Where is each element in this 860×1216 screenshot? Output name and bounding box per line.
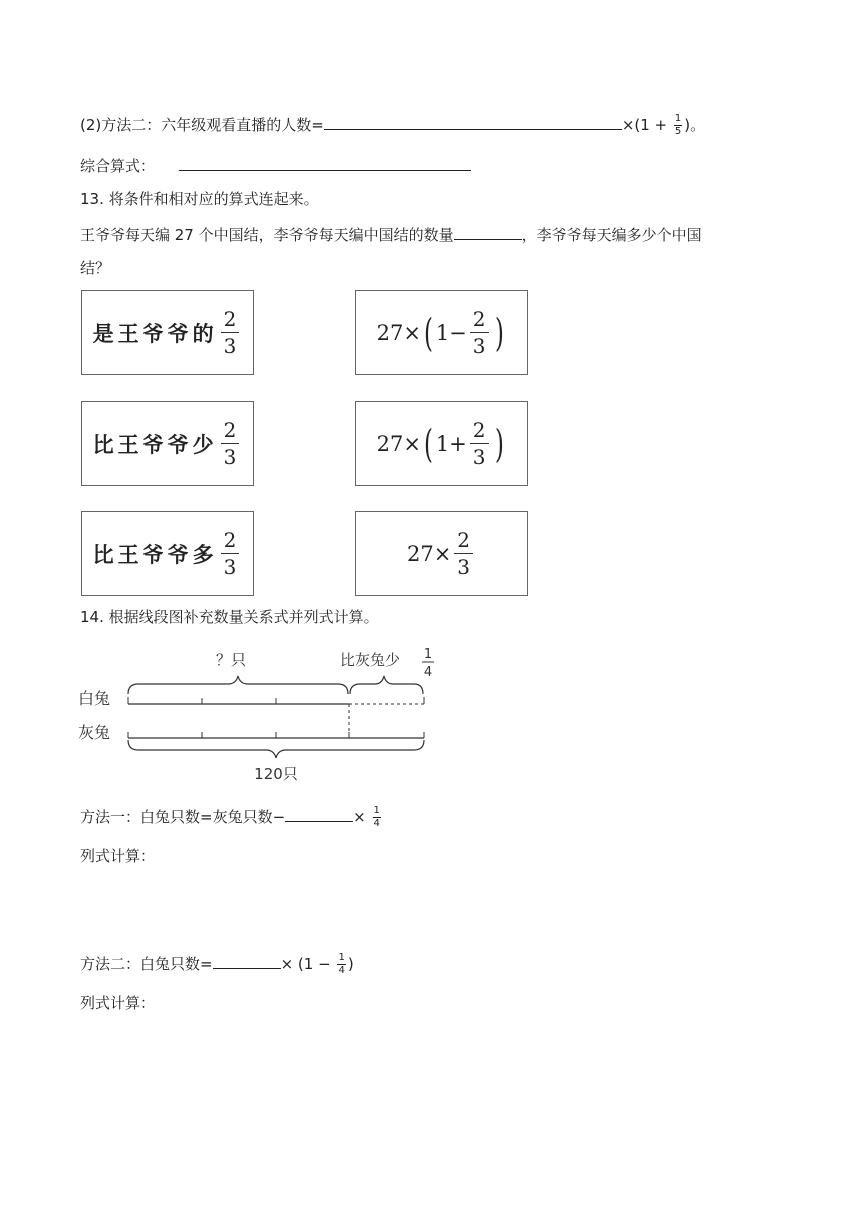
q12-combined-line — [80, 155, 471, 177]
formula-box-1[interactable]: 27× ( 1− $\frac{2}{3}$ ) — [355, 290, 528, 375]
formula-fraction: $\frac{2}{3}$ — [454, 530, 473, 577]
less-label: 比灰兔少 — [340, 651, 401, 669]
q13-stem-line1: 王爷爷每天编 27 个中国结，李爷爷每天编中国结的数量 ，李爷爷每天编多少个中国 — [80, 226, 702, 244]
q12-method2-prefix: (2)方法二：六年级观看直播的人数= — [80, 116, 324, 134]
q13-stem-blank[interactable] — [454, 225, 522, 240]
less-frac-n: 1 — [423, 647, 433, 662]
q14-method2: 方法二：白兔只数= × (1 − $\frac{1}{4}$ ) — [80, 952, 354, 976]
total-label: 120只 — [254, 765, 298, 783]
q12-fraction: $\frac{1}{5}$ — [674, 113, 682, 137]
condition-fraction: $\frac{2}{3}$ — [221, 420, 240, 467]
q14-title: 14. 根据线段图补充数量关系式并列式计算。 — [80, 608, 379, 626]
q12-combined-label: 综合算式： — [80, 157, 156, 175]
q12-method2-end: )。 — [684, 116, 706, 134]
q14-method1-fraction: $\frac{1}{4}$ — [373, 805, 380, 829]
condition-box-2[interactable]: 比王爷爷少 $\frac{2}{3}$ — [81, 401, 254, 486]
condition-box-1[interactable]: 是王爷爷的 $\frac{2}{3}$ — [81, 290, 254, 375]
condition-fraction: $\frac{2}{3}$ — [221, 530, 240, 577]
q14-calc1-label: 列式计算： — [80, 847, 156, 865]
q13-stem-line2: 结？ — [80, 259, 111, 277]
question-label: ？只 — [216, 651, 247, 669]
q12-method2-mult: ×(1 + — [621, 116, 668, 134]
formula-box-2[interactable]: 27× ( 1+ $\frac{2}{3}$ ) — [355, 401, 528, 486]
q14-method2-blank[interactable] — [213, 954, 281, 969]
q14-method1: 方法一：白兔只数=灰兔只数− × $\frac{1}{4}$ — [80, 805, 380, 829]
q14-calc2-label: 列式计算： — [80, 994, 156, 1012]
condition-fraction: $\frac{2}{3}$ — [221, 309, 240, 356]
total-brace — [128, 740, 424, 758]
white-rabbit-label: 白兔 — [78, 689, 111, 708]
condition-box-3[interactable]: 比王爷爷多 $\frac{2}{3}$ — [81, 511, 254, 596]
q12-combined-blank[interactable] — [179, 156, 471, 171]
formula-fraction: $\frac{2}{3}$ — [470, 420, 489, 467]
q12-method2-line — [80, 114, 705, 137]
q14-method2-fraction: $\frac{1}{4}$ — [338, 952, 345, 976]
less-brace — [350, 676, 423, 694]
question-brace — [128, 676, 348, 694]
q13-title: 13. 将条件和相对应的算式连起来。 — [80, 190, 319, 208]
formula-box-3[interactable]: 27× $\frac{2}{3}$ — [355, 511, 528, 596]
gray-rabbit-label: 灰兔 — [78, 723, 111, 742]
line-segment-diagram — [70, 640, 450, 790]
q14-method1-blank[interactable] — [285, 807, 353, 822]
less-frac-d: 4 — [423, 665, 433, 680]
formula-fraction: $\frac{2}{3}$ — [470, 309, 489, 356]
q12-method2-blank[interactable] — [324, 115, 622, 130]
